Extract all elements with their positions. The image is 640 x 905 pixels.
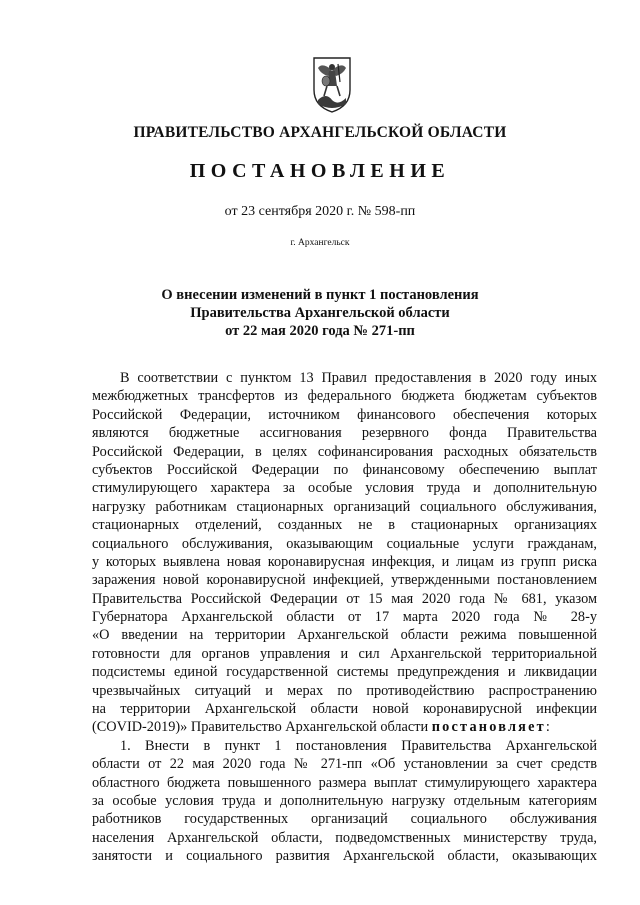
body-line: на территории Архангельской области новой коронавирусной инфекции [92,701,597,718]
body-line: Губернатора Архангельской области от 17 марта 2020 года № 28-у [92,609,597,626]
decree-prefix: (COVID-2019)» Правительство Архангельской области [92,719,432,736]
document-body [92,369,597,866]
body-line: заражения новой коронавирусной инфекцией, утвержденными постановлением [92,572,597,589]
subject-line: от 22 мая 2020 года № 271-пп [225,323,415,339]
item-line: работников государственных организаций социального обслуживания [92,811,597,828]
body-line: субъектов Российской Федерации по финансовому обеспечению выплат [92,461,597,478]
item-line: населения Архангельской области, подведомственных министерству труда, [92,829,597,846]
body-line: Правительства Российской Федерации от 15 мая 2020 года № 681, указом [92,590,597,607]
body-line: нагрузку работникам стационарных организаций социального обслуживания, [92,498,597,515]
subject-line: Правительства Архангельской области [190,305,450,321]
item-line: за особые условия труда и дополнительную нагрузку отдельным категориям [92,792,597,809]
body-line: Российской Федерации, источником финансового обеспечения которых [92,406,597,423]
organization-title: ПРАВИТЕЛЬСТВО АРХАНГЕЛЬСКОЙ ОБЛАСТИ [133,124,507,141]
document-city: г. Архангельск [290,238,350,248]
body-line: являются бюджетные ассигнования резервного фонда Правительства [92,425,597,442]
coat-of-arms-icon [312,56,352,114]
body-line: подсистемы единой государственной системы предупреждения и ликвидации [92,664,597,681]
body-line: у которых выявлена новая коронавирусная инфекция, и лицам из групп риска [92,553,597,570]
item-line: занятости и социального развития Архангельской области, оказывающих [92,848,597,865]
body-line: стационарных отделений, созданных не в стационарных организациях [92,517,597,534]
body-line: В соответствии с пунктом 13 Правил предоставления в 2020 году иных [120,370,597,386]
body-line: Российской Федерации, в целях софинансирования расходных обязательств [92,443,597,460]
body-line-decree [92,718,597,736]
body-line: межбюджетных трансфертов из федерального бюджета бюджетам субъектов [92,388,597,405]
body-line: готовности для органов управления и сил Архангельской территориальной [92,645,597,662]
body-line: «О введении на территории Архангельской области режима повышенной [92,627,597,644]
decree-word: постановляет [431,719,546,736]
document-date-number: от 23 сентября 2020 г. № 598-пп [224,204,416,219]
subject-line: О внесении изменений в пункт 1 постановления [161,287,479,303]
document-type: ПОСТАНОВЛЕНИЕ [189,160,451,182]
item-line: области от 22 мая 2020 года № 271-пп «Об установлении за счет средств [92,756,597,773]
item-line: областного бюджета повышенного размера выплат стимулирующего характера [92,774,597,791]
body-line: стимулирующего характера за особые условия труда и дополнительную [92,480,597,497]
body-line: социального обслуживания, оказывающим социальные услуги гражданам, [92,535,597,552]
decree-suffix: : [545,719,550,736]
item-line: 1. Внести в пункт 1 постановления Правительства Архангельской [120,737,597,754]
body-line: чрезвычайных ситуаций и мерах по противодействию распространению [92,682,597,699]
document-subject [0,286,640,340]
